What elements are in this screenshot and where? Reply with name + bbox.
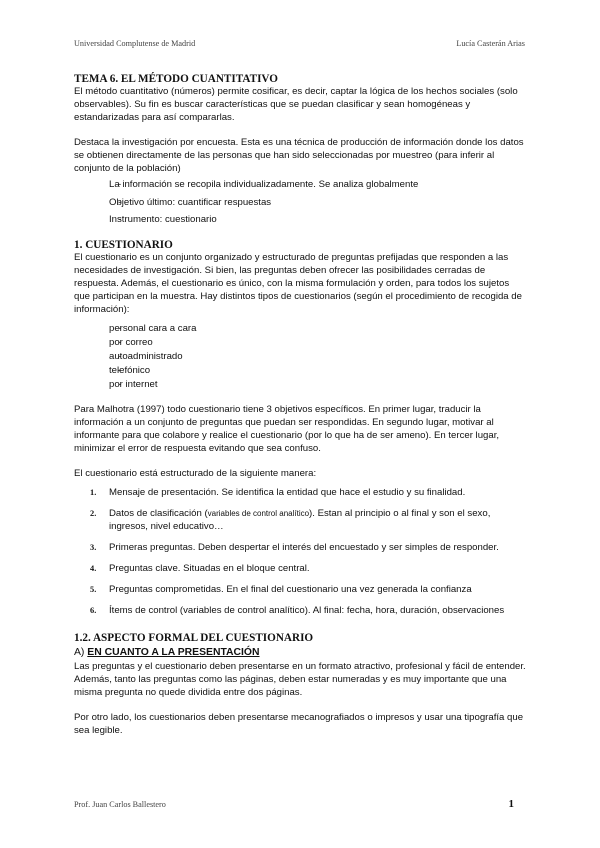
item-text: Mensaje de presentación. Se identifica la entidad que hace el estudio y su finalidad. [109,486,466,498]
item-text-small: variables de control analítico [207,508,310,518]
subsection-title-text: EN CUANTO A LA PRESENTACIÓN [87,647,260,659]
section-title-aspecto-formal: 1.2. ASPECTO FORMAL DEL CUESTIONARIO [74,632,314,645]
item-number: 6. [90,605,97,615]
list-item: - La información se recopila individualizadamente. Se analiza globalmente [74,179,526,192]
list-item [74,508,526,534]
page-footer [74,798,514,812]
tema-paragraph-2: Destaca la investigación por encuesta. Esta es una técnica de producción de información donde los datos se obtienen directamente de las personas que han sido seleccionadas por muestreo (para inferir al conjunto de la población) [74,136,524,174]
header-university: Universidad Complutense de Madrid [74,39,196,48]
list-item: - Instrumento: cuestionario [74,214,526,227]
item-text: Preguntas clave. Situadas en el bloque central. [109,562,310,574]
item-text: Preguntas comprometidas. En el final del cuestionario una vez generada la confianza [109,583,472,595]
item-number: 2. [90,508,97,518]
item-number: 3. [90,542,97,552]
header-author: Lucía Casterán Arias [456,39,525,48]
page-number: 1 [508,798,514,810]
list-item: - por correo [74,337,526,350]
list-item [74,605,526,618]
item-text: Ítems de control (variables de control analítico). Al final: fecha, hora, duración, observaciones [109,604,505,616]
list-item [74,487,526,500]
list-item [74,584,526,597]
item-number: 4. [90,563,97,573]
tipos-list [74,323,526,392]
section-title-cuestionario: 1. CUESTIONARIO [74,239,173,252]
formal-paragraph-2: Por otro lado, los cuestionarios deben presentarse mecanografiados o impresos y usar una tipografía que sea legible. [74,711,524,736]
footer-professor: Prof. Juan Carlos Ballestero [74,800,166,809]
formal-paragraph-1: Las preguntas y el cuestionario deben presentarse en un formato atractivo, profesional y fácil de entender. Además, tanto las preguntas como las páginas, deben estar numeradas y es muy importante que una misma pregunta no quede dividida entre dos páginas. [74,660,526,698]
item-text-pre: Datos de clasificación ( [109,507,208,519]
cuestionario-paragraph-3: El cuestionario está estructurado de la siguiente manera: [74,467,317,479]
cuestionario-paragraph-1: El cuestionario es un conjunto organizado y estructurado de preguntas prefijadas que responden a las necesidades de investigación. Si bien, las preguntas deben ofrecer las posibilidades cerradas de respuesta. Además, el cuestionario es único, con la misma formulación y orden, para todos los sujetos que participan en la muestra. Hay distintos tipos de cuestionarios (según el procedimiento de recogida de información): [74,252,522,315]
list-item: - telefónico [74,365,526,378]
list-item [74,542,526,555]
subsection-title [74,647,526,660]
tema-title: TEMA 6. EL MÉTODO CUANTITATIVO [74,73,278,85]
item-number: 5. [90,584,97,594]
item-text-post: ). Estan al principio o al final y son el sexo, ingresos, nivel educativo… [109,507,491,532]
estructura-list [74,487,526,618]
item-number: 1. [90,487,97,497]
item-text: Primeras preguntas. Deben despertar el interés del encuestado y ser simples de responder. [109,541,499,553]
cuestionario-paragraph-2: Para Malhotra (1997) todo cuestionario tiene 3 objetivos específicos. En primer lugar, traducir la información a un conjunto de preguntas que puedan ser respondidas. En segundo lugar, motivar al informante para que colabore y realice el cuestionario (por lo que ha de ser ameno). En tercer lugar, minimizar el error de respuesta evitando que sea confuso. [74,404,500,454]
list-item: - personal cara a cara [74,323,526,336]
document-body [74,73,526,737]
list-item: - por internet [74,379,526,392]
page-header [74,38,525,51]
subsection-prefix: A) [74,647,88,659]
list-item: - Objetivo último: cuantificar respuestas [74,197,526,210]
list-item: - autoadministrado [74,351,526,364]
tema-paragraph-1: El método cuantitativo (números) permite cosificar, es decir, captar la lógica de los hechos sociales (solo observables). Su fin es buscar características que se puedan clasificar y sean homogéneas y estandarizadas para así compararlas. [74,86,518,123]
tema-bullet-list [74,179,526,226]
list-item [74,563,526,576]
